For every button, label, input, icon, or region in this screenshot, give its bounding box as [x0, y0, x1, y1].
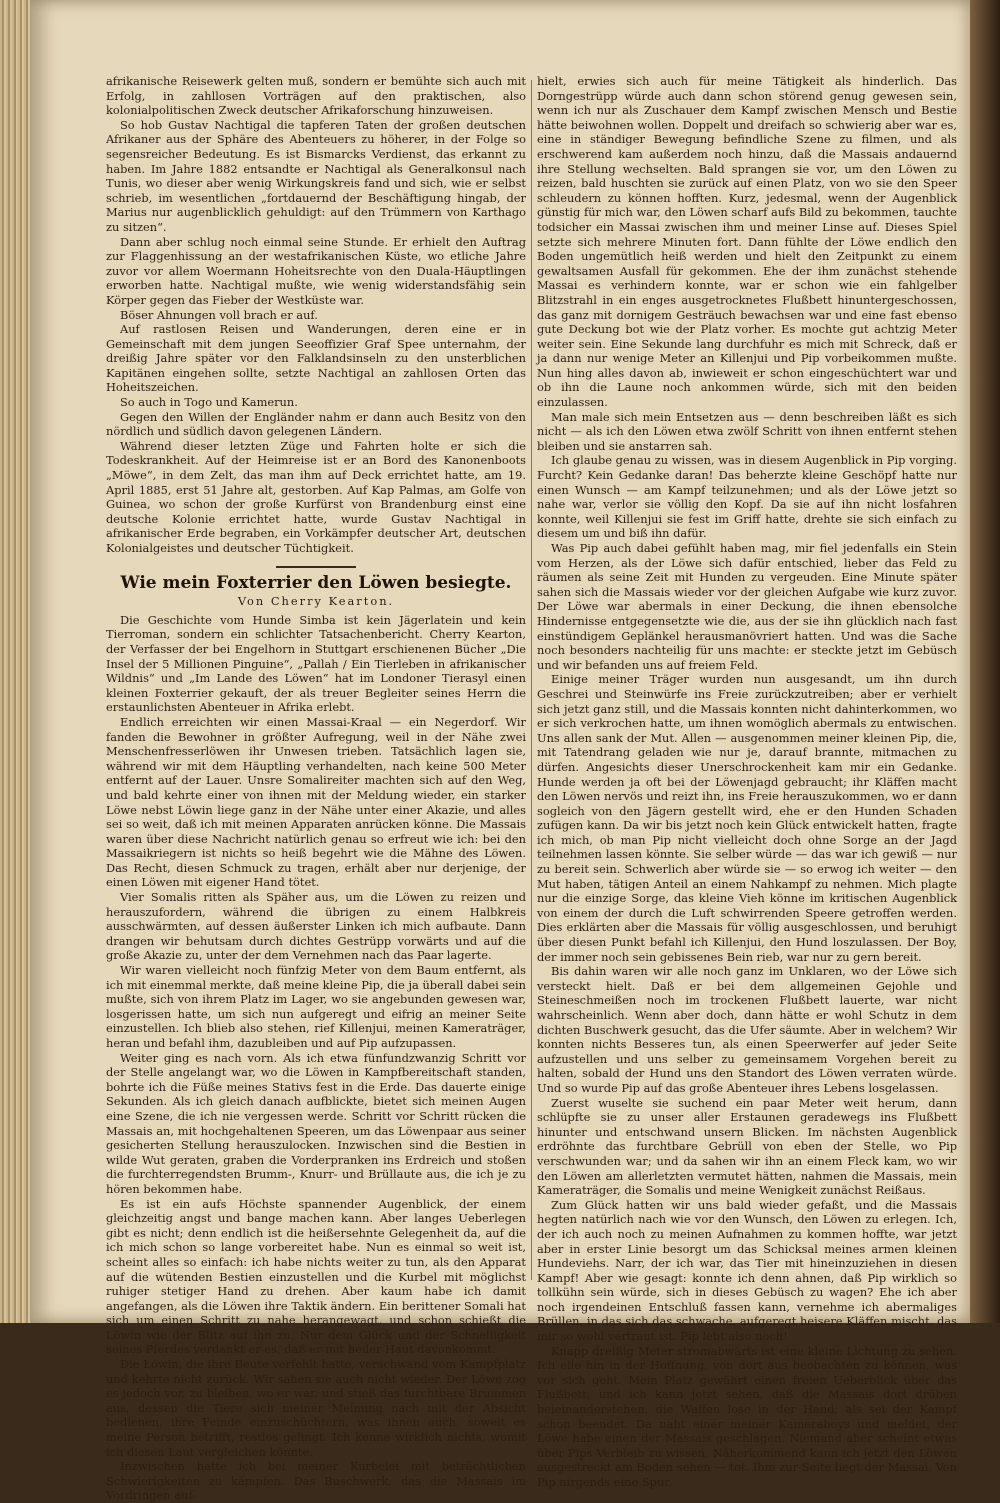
article-body-left	[106, 613, 526, 1503]
paragraph: Was Pip auch dabei gefühlt haben mag, mir fiel jedenfalls ein Stein vom Herzen, als der Löwe sich dafür entschied, lieber das Feld zu räumen als seine Zeit mit Hunden zu vergeuden. Eine Minute später sahen sich die Massais wieder vor der gleichen Aufgabe wie kurz zuvor. Der Löwe war abermals in einer Deckung, die ihnen ebensolche Hindernisse entgegensetzte wie die, aus der sie ihn glücklich nach fast einstündigem Geplänkel herausmanövriert hatten. Und was die Sache noch besonders nachteilig für uns machte: er steckte jetzt im Gebüsch und wir befanden uns auf freiem Feld.	[537, 541, 957, 672]
paragraph: Weiter ging es nach vorn. Als ich etwa fünfundzwanzig Schritt vor der Stelle angelangt war, wo die Löwen in Kampfbereitschaft standen, bohrte ich die Füße meines Stativs fest in die Erde. Das dauerte einige Sekunden. Als ich gleich danach aufblickte, bietet sich meinen Augen eine Szene, die ich nie vergessen werde. Schritt vor Schritt rücken die Massais an, mit hochgehaltenen Speeren, um das Löwenpaar aus seiner gesicherten Stellung herauszulocken. Inzwischen sind die Bestien in wilde Wut geraten, graben die Vorderpranken ins Erdreich und stoßen die furchterregendsten Brumm-, Knurr- und Brüllaute aus, die ich je zu hören bekommen habe.	[106, 1050, 526, 1196]
paragraph: Bis dahin waren wir alle noch ganz im Unklaren, wo der Löwe sich versteckt hielt. Daß er bei dem allgemeinen Gejohle und Steineschmeißen noch im trockenen Flußbett lauerte, war nicht wahrscheinlich. Wenn aber doch, dann hätte er wohl Schutz in dem dichten Buschwerk gesucht, das die Ufer säumte. Aber in welchem? Wir konnten nichts Besseres tun, als einen Speerwerfer auf jeder Seite aufzustellen und uns selber zu gemeinsamem Vorgehen bereit zu halten, sobald der Hund uns den Standort des Löwen verraten würde. Und so wurde Pip auf das große Abenteuer ihres Lebens losgelassen.	[537, 964, 957, 1095]
paragraph: hielt, erwies sich auch für meine Tätigkeit als hinderlich. Das Dorngestrüpp würde auch dann schon störend genug gewesen sein, wenn ich nur als Zuschauer dem Kampf zwischen Mensch und Bestie hätte beiwohnen wollen. Doppelt und dreifach so schwierig aber war es, eine in ständiger Bewegung befindliche Szene zu filmen, und als erschwerend kam außerdem noch hinzu, daß die Massais andauernd ihre Stellung wechselten. Bald sprangen sie vor, um den Löwen zu reizen, bald huschten sie zurück auf einen Platz, von wo sie den Speer schleudern zu können hofften. Kurz, jedesmal, wenn der Augenblick günstig für mich war, den Löwen scharf aufs Bild zu bekommen, tauchte todsicher ein Massai zwischen ihm und meiner Linse auf. Dieses Spiel setzte sich mehrere Minuten fort. Dann fühlte der Löwe endlich den Boden ungemütlich heiß werden und hielt den Zeitpunkt zu einem gewaltsamen Ausfall für gekommen. Ehe der ihm zunächst stehende Massai es verhindern konnte, war er schon wie ein fahlgelber Blitzstrahl in ein enges ausgetrocknetes Flußbett hinuntergeschossen, das ganz mit dornigem Gesträuch bewachsen war und eine fast ebenso gute Deckung bot wie der Platz vorher. Es mochte gut achtzig Meter weiter sein. Eine Sekunde lang durchfuhr es mich mit Schreck, daß er ja dann nur wenige Meter an Killenjui und Pip vorbeikommen mußte. Nun hing alles davon ab, inwieweit er schon eingeschüchtert war und ob ihn die Laune noch ankommen würde, sich mit den beiden einzulassen.	[537, 74, 957, 410]
paragraph: Auf rastlosen Reisen und Wanderungen, deren eine er in Gemeinschaft mit dem jungen Seeoffizier Graf Spee unternahm, der dreißig Jahre später vor den Falklandsinseln zu den unsterblichen Kapitänen eingehen sollte, setzte Nachtigal an zahllosen Orten das Hoheitszeichen.	[106, 322, 526, 395]
article-headline: Wie mein Foxterrier den Löwen besiegte.	[120, 572, 512, 593]
article-body-right	[537, 74, 957, 1490]
column-divider	[531, 80, 532, 1280]
paragraph: Endlich erreichten wir einen Massai-Kraal — ein Negerdorf. Wir fanden die Bewohner in größter Aufregung, weil in der Nähe zwei Menschenfresserlöwen ihr Unwesen trieben. Tatsächlich lagen sie, während wir mit dem Häuptling verhandelten, nach keine 500 Meter entfernt auf der Lauer. Unsre Somalireiter machten sich auf den Weg, und bald kehrte einer von ihnen mit der Meldung wieder, ein starker Löwe nebst Löwin liege ganz in der Nähe unter einer Akazie, und alles sei so weit, daß ich mit meinen Apparaten anrücken könne. Die Massais waren über diese Nachricht natürlich genau so erfreut wie ich: bei den Massaikriegern ist nichts so heiß begehrt wie die Mähne des Löwen. Das Recht, diesen Schmuck zu tragen, erhält aber nur derjenige, der einen Löwen mit eigener Hand tötet.	[106, 714, 526, 890]
left-column	[106, 74, 526, 1503]
article-byline: Von Cherry Kearton.	[237, 594, 395, 609]
paragraph: Man male sich mein Entsetzen aus — denn beschreiben läßt es sich nicht — als ich den Löwen etwa zwölf Schritt von ihnen entfernt stehen bleiben und sie anstarren sah.	[537, 409, 957, 453]
paragraph: Während dieser letzten Züge und Fahrten holte er sich die Todeskrankheit. Auf der Heimreise ist er an Bord des Kanonenboots „Möwe“, in dem Zelt, das man ihm auf Deck errichtet hatte, am 19. April 1885, erst 51 Jahre alt, gestorben. Auf Kap Palmas, am Golfe von Guinea, wo schon der große Kurfürst von Brandenburg einst eine deutsche Kolonie errichtet hatte, wurde Gustav Nachtigal in afrikanischer Erde begraben, ein Vorkämpfer deutscher Art, deutschen Kolonialgeistes und deutscher Tüchtigkeit.	[106, 438, 526, 555]
paragraph: Zuerst wuselte sie suchend ein paar Meter weit herum, dann schlüpfte sie zu unser aller Erstaunen geradewegs ins Flußbett hinunter und entschwand unsern Blicken. Im nächsten Augenblick erdröhnte das furchtbare Gebrüll von eben der Stelle, wo Pip verschwunden war; und da sahen wir ihn an einem Fleck kam, wo wir den Löwen am allerletzten vermutet hätten, nahmen die Massais, mein Kameraträger, die Somalis und meine Wenigkeit zunächst Reißaus.	[537, 1095, 957, 1198]
paragraph: Knapp dreißig Meter stromabwärts ist eine kleine Lichtung zu sehen. Ich eile hin in der Hoffnung, von dort aus beobachten zu können, was vor sich geht. Mein Platz gewährt einen freien Ueberblick über das Flußbett, und ich kann jetzt sehen, daß die Massais dort drüben beieinanderstehen, die Waffen lose in der Hand, als sei der Kampf schon beendet. Da naht einer meiner Kameraboys und meldet, der Löwe habe einen der Massais geschlagen. Niemand aber scheint etwas über Pips Verbleib zu wissen. Näherkommend kann ich jetzt den Löwen ausgestreckt am Boden sehen — tot. Ihm zur Seite liegt der Massai. Von Pip nirgends eine Spur.	[537, 1343, 957, 1489]
paragraph: Vier Somalis ritten als Späher aus, um die Löwen zu reizen und herauszufordern, während die übrigen zu einem Halbkreis ausschwärmten, auf dessen äußerster Linken ich mich aufbaute. Dann drangen wir behutsam durch dichtes Gestrüpp vorwärts und auf die große Akazie zu, unter der dem Vernehmen nach das Paar lagerte.	[106, 890, 526, 963]
previous-article-continuation	[106, 74, 526, 556]
paragraph: afrikanische Reisewerk gelten muß, sondern er bemühte sich auch mit Erfolg, in zahllosen Vorträgen auf den praktischen, also kolonialpolitischen Zweck deutscher Afrikaforschung hinzuweisen.	[106, 74, 526, 118]
paragraph: Einige meiner Träger wurden nun ausgesandt, um ihn durch Geschrei und Steinwürfe ins Freie zurückzutreiben; aber er verhielt sich jetzt ganz still, und die Massais konnten nicht dahinterkommen, wo er sich verkrochen hatte, um ihnen womöglich abermals zu entwischen. Uns allen sank der Mut. Allen — ausgenommen meiner kleinen Pip, die, mit Tatendrang geladen wie nur je, darauf brannte, mitmachen zu dürfen. Angesichts dieser Unerschrockenheit kam mir ein Gedanke. Hunde werden ja oft bei der Löwenjagd gebraucht; ihr Kläffen macht den Löwen nervös und reizt ihn, ins Freie herauszukommen, wo er dann sogleich von den Jägern gestellt wird, ehe er den Hunden Schaden zufügen kann. Da wir bis jetzt noch kein Glück entwickelt hatten, fragte ich mich, ob man Pip nicht vielleicht doch ohne Sorge an der Jagd teilnehmen lassen könnte. Sie selber würde — das war ich gewiß — nur zu bereit sein. Schwerlich aber würde sie — so erwog ich weiter — den Mut haben, tätigen Anteil an einem Nahkampf zu nehmen. Mich plagte nur die einzige Sorge, das kleine Vieh könne im kritischen Augenblick von einem der durch die Luft schwirrenden Speere getroffen werden. Dies erklärten aber die Massais für völlig ausgeschlossen, und beruhigt über diesen Punkt befahl ich Killenjui, den Hund loszulassen. Der Boy, der immer noch sein gebissenes Bein rieb, war nur zu gern bereit.	[537, 672, 957, 964]
paragraph: Die Geschichte vom Hunde Simba ist kein Jägerlatein und kein Tierroman, sondern ein schlichter Tatsachenbericht. Cherry Kearton, der Verfasser der bei Engelhorn in Stuttgart erschienenen Bücher „Die Insel der 5 Millionen Pinguine“, „Pallah / Ein Tierleben in afrikanischer Wildnis“ und „Im Lande des Löwen“ hat im Londoner Tierasyl einen kleinen Foxterrier gekauft, der als treuer Begleiter seines Herrn die erstaunlichsten Abenteuer in Afrika erlebt.	[106, 612, 526, 715]
paragraph: Gegen den Willen der Engländer nahm er dann auch Besitz von den nördlich und südlich davon gelegenen Ländern.	[106, 409, 526, 439]
paragraph: So hob Gustav Nachtigal die tapferen Taten der großen deutschen Afrikaner aus der Sphäre des Abenteuers zu höherer, in der Folge so segensreicher Bedeutung. Es ist Bismarcks Verdienst, das erkannt zu haben. Im Jahre 1882 entsandte er Nachtigal als Generalkonsul nach Tunis, wo dieser aber wenig Wirkungskreis fand und sich, wie er selbst schrieb, im wesentlichen „fortdauernd der Beschäftigung hingab, der Marius nur augenblicklich gehuldigt: auf den Trümmern von Karthago zu sitzen“.	[106, 117, 526, 234]
article-separator	[276, 566, 356, 568]
paragraph: Wir waren vielleicht noch fünfzig Meter von dem Baum entfernt, als ich mit einemmal merkte, daß meine kleine Pip, die ja überall dabei sein mußte, sich von ihrem Platz im Lager, wo sie angebunden gewesen war, losgerissen hatte, um sich nun aufgeregt und eifrig an meiner Seite einzustellen. Ich blieb also stehen, rief Killenjui, meinen Kameraträger, heran und befahl ihm, dazubleiben und auf Pip aufzupassen.	[106, 963, 526, 1050]
right-column	[537, 74, 957, 1489]
paragraph: So auch in Togo und Kamerun.	[120, 395, 298, 410]
book-binding-edge	[970, 0, 1000, 1323]
paragraph: Es ist ein aufs Höchste spannender Augenblick, der einem gleichzeitig angst und bange machen kann. Aber langes Ueberlegen gibt es nicht; denn endlich ist die heißersehnte Gelegenheit da, auf die ich mich schon so lange vorbereitet habe. Nun es einmal so weit ist, scheint alles so einfach: ich habe nichts weiter zu tun, als den Apparat auf die wütenden Bestien einzustellen und die Kurbel mit möglichst ruhiger stetiger Hand zu drehen. Aber kaum habe ich damit angefangen, als die Löwen ihre Taktik ändern. Ein berittener Somali hat sich um einen Schritt zu nahe herangewagt, und schon schießt die Löwin wie der Blitz auf ihn zu. Nur dem Glück und der Schnelligkeit seines Pferdes verdankt er es, daß er mit heiler Haut davonkommt.	[106, 1196, 526, 1357]
paragraph: Inzwischen hatte ich bei meiner Kurbelei mit beträchtlichen Schwierigkeiten zu kämpfen. Das Buschwerk, das die Massais im Vordringen auf-	[106, 1459, 526, 1503]
paragraph: Dann aber schlug noch einmal seine Stunde. Er erhielt den Auftrag zur Flaggenhissung an der westafrikanischen Küste, wo etliche Jahre zuvor vor allem Woermann Hoheitsrechte von den Duala-Häuptlingen erworben hatte. Nachtigal mußte, wie wenig widerstandsfähig sein Körper gegen das Fieber der Westküste war.	[106, 234, 526, 307]
paragraph: Die Löwin, die ihre Beute verfehlt hatte, verschwand vom Kampfplatz und kehrte nicht zurück. Wir sahen sie auch nicht wieder. Der Löwe zog es jedoch vor, zu bleiben, wo er war, und stieß das furchtbare Brummen aus, dessen die Tiere sich meiner Meinung nach mit der Absicht bedienen, ihre Feinde einzuschüchtern, was ihnen auch, soweit es meine Person betrifft, restlos gelingt. Ich kenne wirklich nichts, womit ich diesen Laut vergleichen könnte.	[106, 1357, 526, 1459]
paragraph: Ich glaube genau zu wissen, was in diesem Augenblick in Pip vorging. Furcht? Kein Gedanke daran! Das beherzte kleine Geschöpf hatte nur einen Wunsch — am Kampf teilzunehmen; und als der Löwe jetzt so nahe war, verlor sie völlig den Kopf. Da sie auf ihn nicht losfahren konnte, weil Killenjui sie fest im Griff hatte, drehte sie sich einfach zu diesem um und biß ihn dafür.	[537, 453, 957, 541]
paragraph: Böser Ahnungen voll brach er auf.	[120, 307, 318, 322]
paragraph: Zum Glück hatten wir uns bald wieder gefaßt, und die Massais hegten natürlich nach wie vor den Wunsch, den Löwen zu erlegen. Ich, der ich auch noch zu meinen Aufnahmen zu kommen hoffte, war jetzt aber in erster Linie besorgt um das Schicksal meines armen kleinen Hundeviehs. Narr, der ich war, das Tier mit hineinzuziehen in diesen Kampf! Aber wie gesagt: konnte ich denn ahnen, daß Pip wirklich so tollkühn sein würde, sich in dieses Gebüsch zu wagen? Ehe ich aber noch irgendeinen Entschluß fassen kann, vernehme ich abermaliges Brüllen, in das sich das schwache, aufgeregt heisere Kläffen mischt, das mir so wohl vertraut ist. Pip lebt also noch!	[537, 1197, 957, 1344]
